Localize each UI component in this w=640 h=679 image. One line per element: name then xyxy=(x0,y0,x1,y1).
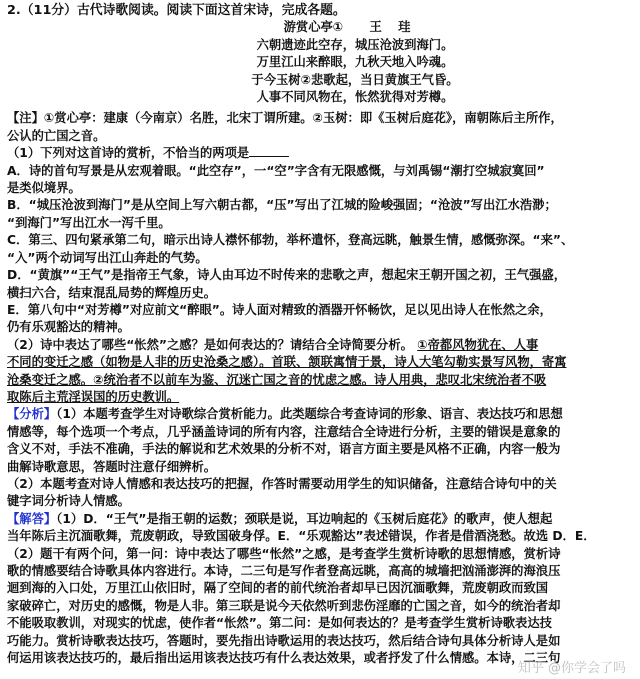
q2-stem: （2）诗中表达了哪些“怅然”之感？是如何表达的？请结合全诗简要分析。 xyxy=(7,337,413,352)
poem-title: 游赏心亭① xyxy=(283,20,344,35)
poem-line: 人事不同风物在，怅然犹得对芳樽。 xyxy=(256,90,454,105)
q1-option-line: C．第三、四句紧承第二句，暗示出诗人襟怀郁勃，举杯遣怀，登高远眺，触景生情，感慨弥深。“来”、 xyxy=(7,233,574,248)
q2-answer: ①帝都风物犹在、人事 xyxy=(417,337,539,352)
answer-tag: 【解答】 xyxy=(7,511,57,526)
answer-line xyxy=(7,511,633,528)
q1-option-line: B．“城压沧波到海门”是从空间上写六朝古都，“压”写出了江城的险峻强固；“沧波”写出江水浩渺； xyxy=(7,198,557,213)
answer-line: 当年陈后主沉湎歌舞，荒废朝政，导致国破身俘。E．“乐观豁达”表述错误，作者是借酒浇愁。故选 D．E． xyxy=(7,529,596,544)
analysis-line: （2）本题考查对诗人情感和表达技巧的把握，作答时需要动用学生的知识储备，注意结合诗句中的关 xyxy=(7,476,557,491)
analysis-tag: 【分析】 xyxy=(7,407,57,422)
q1-option-line: “到海门”写出江水一泻千里。 xyxy=(7,215,171,230)
q1-option-line: 横扫六合，结束混乱局势的辉煌历史。 xyxy=(7,285,217,300)
q1-option-line: A．诗的首句写景是从宏观着眼。“此空存”，一“空”字含有无限感慨，与刘禹锡“潮打空城寂寞回” xyxy=(7,163,545,178)
poem-line: 六朝遗迹此空存，城压沧波到海门。 xyxy=(256,37,454,52)
q2-answer-line: 沧桑变迁之感。②统治者不以前车为鉴、沉迷亡国之音的忧虑之感。诗人用典，悲叹北宋统治者不吸 xyxy=(7,372,547,387)
analysis-line: 曲解诗歌意思，答题时注意仔细辨析。 xyxy=(7,459,217,474)
question-header: 2.（11分）古代诗歌阅读。阅读下面这首宋诗，完成各题。 xyxy=(7,3,346,18)
q2-line xyxy=(7,337,633,354)
poem-line: 于今玉树②悲歌起，当日黄旗王气昏。 xyxy=(251,72,459,87)
q2-answer-line xyxy=(7,389,633,406)
answer-line: 歌的情感要结合诗歌具体内容进行。本诗，二三句是写作者登高远眺，高高的城墙把汹涌澎湃的海浪压 xyxy=(7,564,561,578)
analysis-line: 含义不对，手法不准确，手法的解说和艺术效果的分析不对，语言方面主要是风格不正确，内容一般为 xyxy=(7,442,561,457)
answer-line: 迴到海的入口处，万里江山依旧时，隔了空间的者的前代统治者却早已因沉湎歌舞，荒废朝政而致国 xyxy=(7,581,549,596)
answer-line: （2）题干有两个问，第一问：诗中表达了哪些“怅然”之感，是考查学生赏析诗歌的思想情感，赏析诗 xyxy=(7,546,561,561)
answer-line: 巧能力。赏析诗歌表达技巧，答题时，要先指出诗歌运用的表达技巧，然后结合诗句具体分析诗人是如 xyxy=(7,633,561,648)
q2-answer-text: 取陈后主荒淫误国的历史教训。 xyxy=(7,389,180,404)
analysis-text: （1）本题考查学生对诗歌综合赏析能力。此类题综合考查诗词的形象、语言、表达技巧和思想 xyxy=(56,407,563,422)
document-page xyxy=(7,2,633,667)
answer-text: （1）D．“王气”是指王朝的运数；颈联是说，耳边响起的《玉树后庭花》的歌声，使人想起 xyxy=(56,511,553,526)
notes-line: 公认的亡国之音。 xyxy=(7,128,106,143)
q1-option-line: E．第八句中“对芳樽”对应前文“醉眼”。诗人面对精致的酒器开怀畅饮，足以见出诗人在怅然之余， xyxy=(7,302,552,317)
q1-stem-text: （1）下列对这首诗的赏析，不恰当的两项是 xyxy=(7,146,250,161)
answer-line: 不能吸取教训，对现实的忧虑，使作者“怅然”。第二问：是如何表达的？是考查学生赏析诗歌表达技 xyxy=(7,616,552,631)
answer-line: 家破碎亡，对历史的感慨，物是人非。第三联是说今天依然听到悲伤淫靡的亡国之音，如今的统治者却 xyxy=(7,598,561,613)
poem-heading xyxy=(67,19,633,36)
poem-author: 王 珪 xyxy=(369,20,417,35)
analysis-line xyxy=(7,406,633,423)
watermark: 知乎 @你学会了吗 xyxy=(517,660,626,676)
q1-option-line: “入”两个动词写出江山奔赴的气势。 xyxy=(7,250,208,265)
answer-line: 何运用该表达技巧的，最后指出运用该表达技巧有什么表达效果，或者抒发了什么情感。本诗，二三句 xyxy=(7,651,561,666)
q1-option-line: 是类似境界。 xyxy=(7,181,81,196)
poem-line: 万里江山来醉眼，九秋天地入吟魂。 xyxy=(256,55,454,70)
q1-option-line: D．“黄旗”“王气”是指帝王气象，诗人由耳边不时传来的悲歌之声，想起宋王朝开国之初，王气强盛， xyxy=(7,268,567,283)
q1-stem xyxy=(7,145,633,162)
notes-line: 【注】①赏心亭：建康（今南京）名胜，北宋丁谓所建。②玉树：即《玉树后庭花》，南朝陈后主所作， xyxy=(7,111,563,126)
q1-option-line: 仍有乐观豁达的精神。 xyxy=(7,320,130,335)
q2-answer-line: 不同的变迁之感（如物是人非的历史沧桑之感）。首联、颔联寓情于景，诗人大笔勾勒实景写风物，寄寓 xyxy=(7,355,567,370)
analysis-line: 情感等，每个选项一个考点，几乎涵盖诗词的所有内容，注意结合全诗进行分析，主要的错误是意象的 xyxy=(7,424,561,439)
answer-blank xyxy=(249,145,289,157)
analysis-line: 键字词分析诗人情感。 xyxy=(7,494,130,509)
